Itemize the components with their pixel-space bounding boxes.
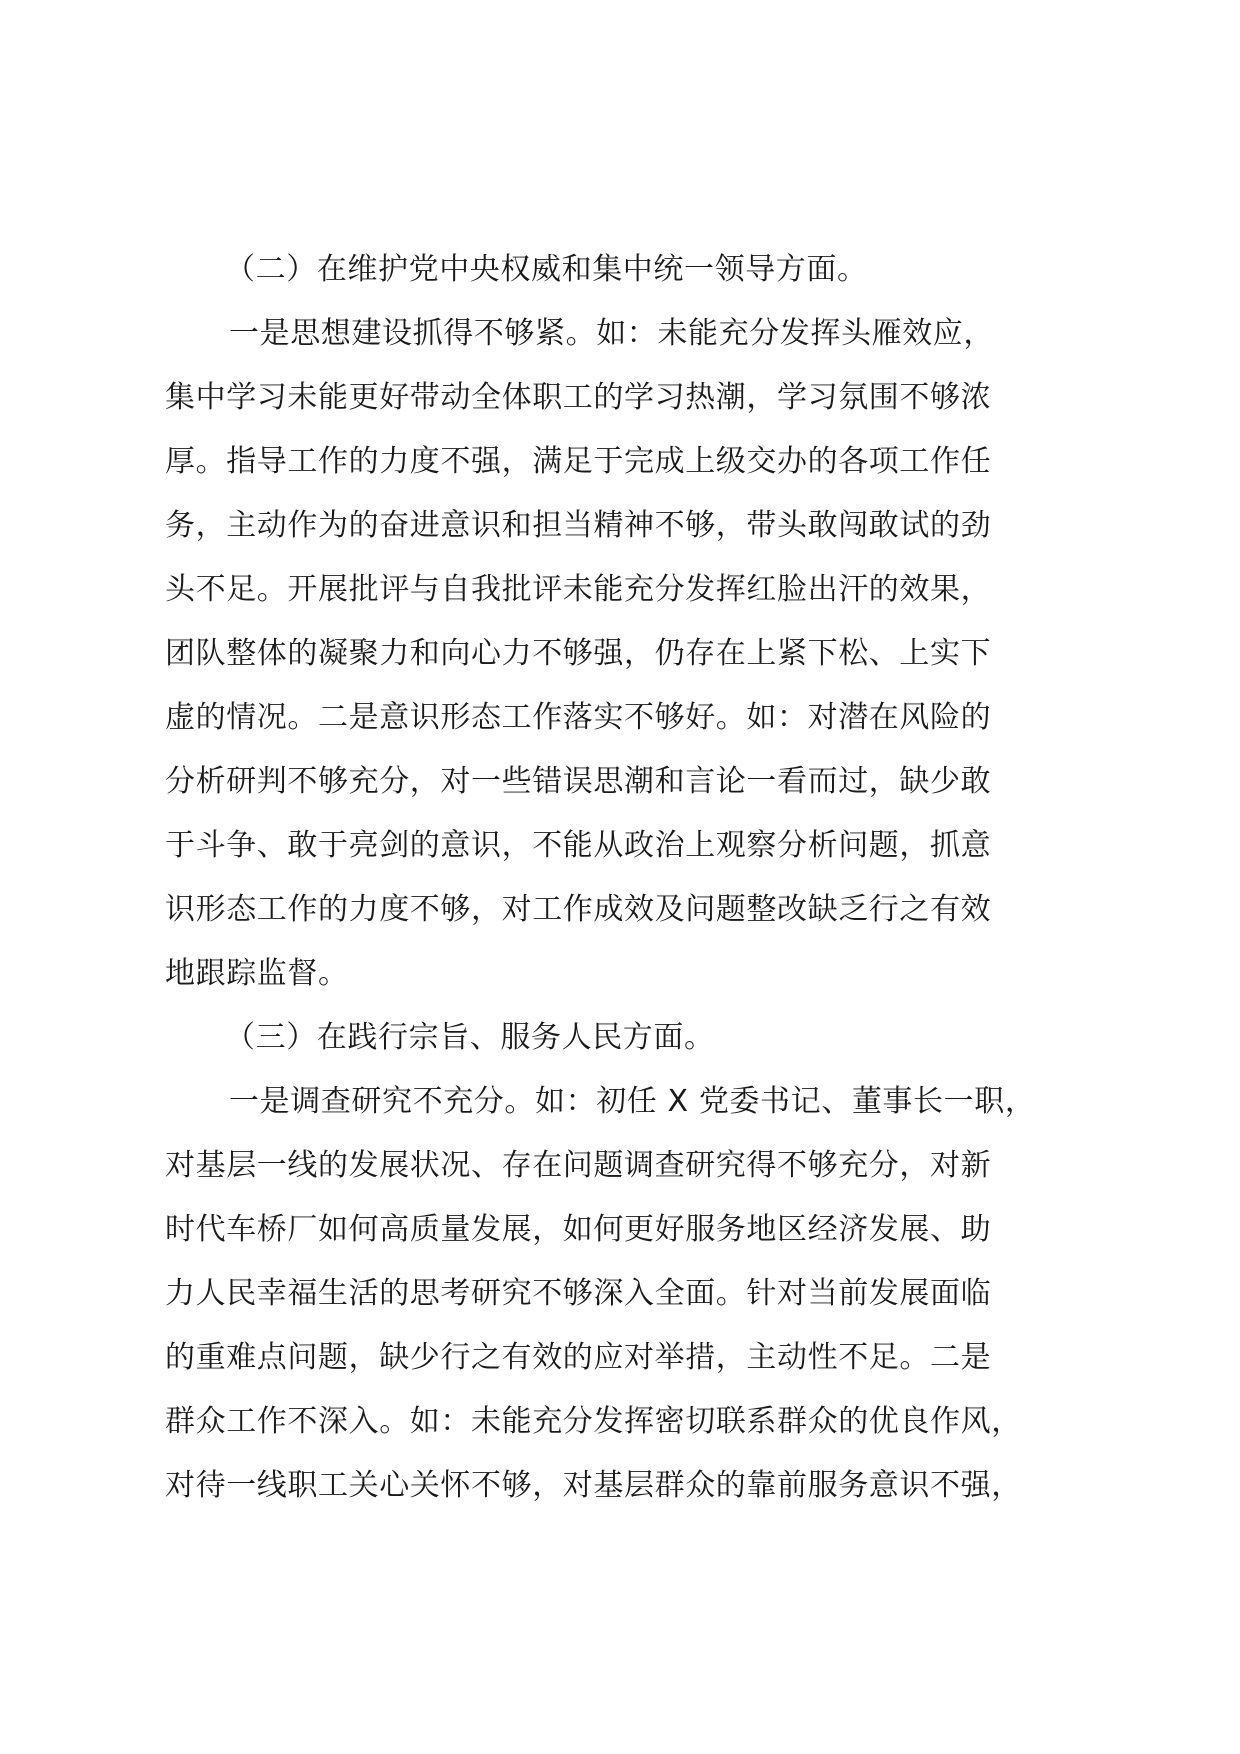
- paragraph-line: 时代车桥厂如何高质量发展，如何更好服务地区经济发展、助: [165, 1212, 992, 1247]
- paragraph-line: 虚的情况。二是意识形态工作落实不够好。如：对潜在风险的: [165, 700, 992, 735]
- section-heading-3: （三）在践行宗旨、服务人民方面。: [225, 1020, 715, 1055]
- paragraph-line: 的重难点问题，缺少行之有效的应对举措，主动性不足。二是: [165, 1340, 992, 1375]
- paragraph-line: 头不足。开展批评与自我批评未能充分发挥红脸出汗的效果，: [165, 572, 992, 607]
- paragraph-line: 力人民幸福生活的思考研究不够深入全面。针对当前发展面临: [165, 1276, 992, 1311]
- paragraph-line: 一是调查研究不充分。如：初任 X 党委书记、董事长一职，: [229, 1084, 1036, 1119]
- paragraph-line: 分析研判不够充分，对一些错误思潮和言论一看而过，缺少敢: [165, 764, 992, 799]
- document-body: [165, 238, 1075, 1518]
- paragraph-line: 对基层一线的发展状况、存在问题调查研究得不够充分，对新: [165, 1148, 992, 1183]
- paragraph-line: 于斗争、敢于亮剑的意识，不能从政治上观察分析问题，抓意: [165, 828, 992, 863]
- paragraph-line: 厚。指导工作的力度不强，满足于完成上级交办的各项工作任: [165, 444, 992, 479]
- paragraph-line: 集中学习未能更好带动全体职工的学习热潮，学习氛围不够浓: [165, 380, 992, 415]
- paragraph-line: 团队整体的凝聚力和向心力不够强，仍存在上紧下松、上实下: [165, 636, 992, 671]
- paragraph-line: 务，主动作为的奋进意识和担当精神不够，带头敢闯敢试的劲: [165, 508, 992, 543]
- paragraph-line: 对待一线职工关心关怀不够，对基层群众的靠前服务意识不强，: [165, 1468, 1022, 1503]
- section-heading-2: （二）在维护党中央权威和集中统一领导方面。: [225, 252, 868, 287]
- paragraph-line: 识形态工作的力度不够，对工作成效及问题整改缺乏行之有效: [165, 892, 992, 927]
- paragraph-line: 一是思想建设抓得不够紧。如：未能充分发挥头雁效应，: [229, 316, 994, 351]
- paragraph-line: 群众工作不深入。如：未能充分发挥密切联系群众的优良作风，: [165, 1404, 1022, 1439]
- paragraph-line: 地跟踪监督。: [165, 956, 349, 991]
